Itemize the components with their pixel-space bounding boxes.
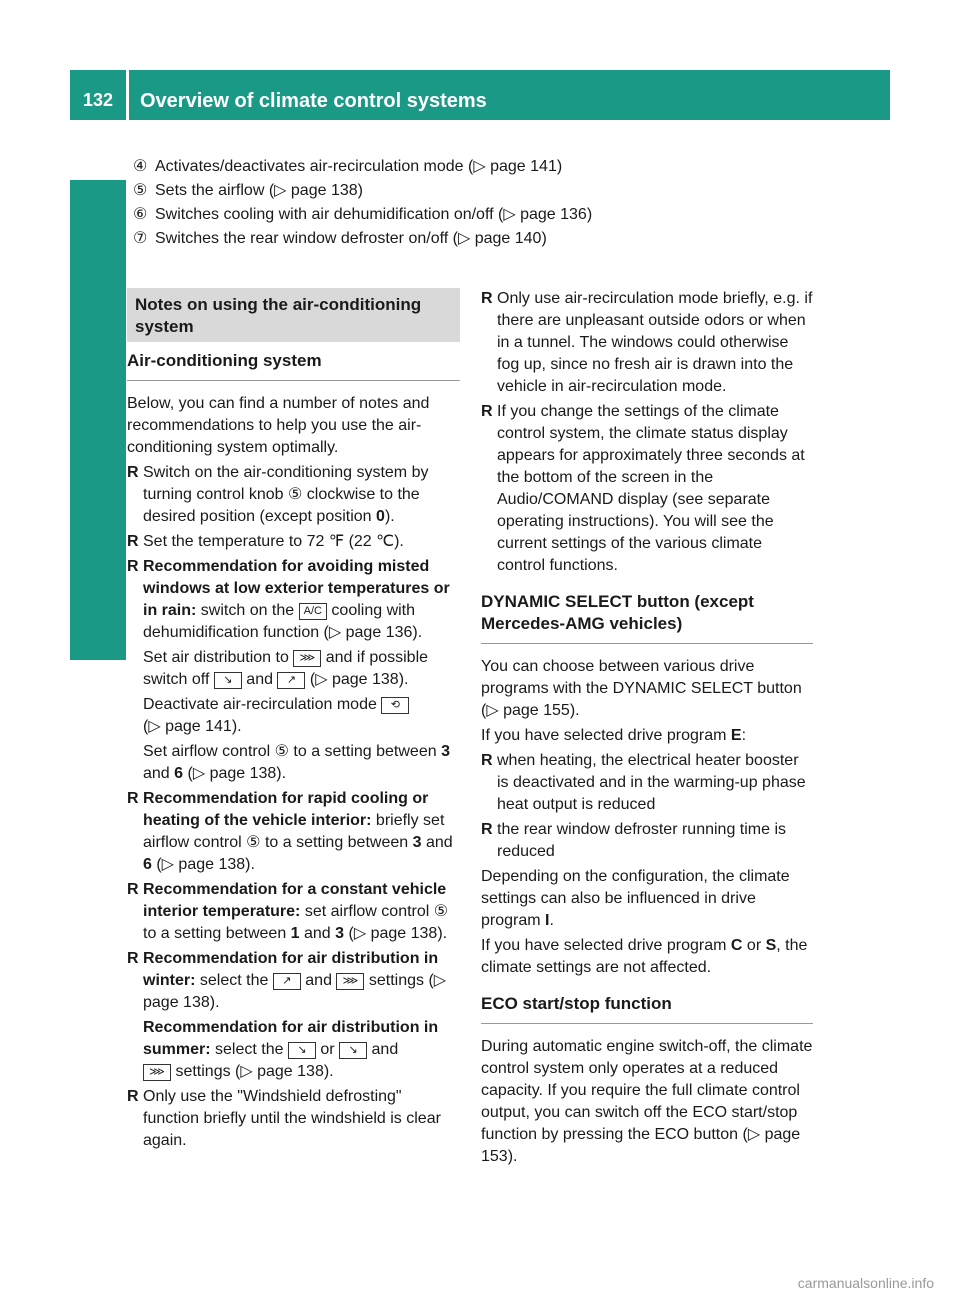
text: ).	[384, 508, 395, 525]
text: settings (▷ page 138).	[171, 1063, 334, 1080]
text: and	[143, 765, 175, 782]
windshield-airflow-icon: ⋙	[336, 973, 364, 990]
text: (▷ page 138).	[305, 671, 409, 688]
footwell-airflow-icon: ↘	[339, 1042, 367, 1059]
text: 6	[143, 856, 152, 873]
bullet-icon: R	[481, 290, 493, 307]
text: If you change the settings of the climate control system, the climate status display appears for approximately three seconds at the bottom of the screen in the Audio/COMAND display (see separate operating instructions). You will see the current settings of the various climate control functions.	[497, 403, 805, 574]
bullet-icon: R	[127, 881, 139, 898]
text: Recommendation for rapid cooling or heating of the vehicle interior:	[143, 790, 429, 829]
bullet-item	[481, 288, 813, 398]
text: Recommendation for avoiding misted windows at low exterior temperatures or in rain:	[143, 558, 450, 619]
legend-item	[133, 179, 853, 203]
bullet-item	[127, 531, 460, 553]
text: briefly set airflow control ⑤ to a setting between	[143, 812, 445, 851]
text: :	[741, 727, 747, 744]
legend-text: Switches cooling with air dehumidification on/off (▷ page 136)	[155, 206, 593, 223]
chapter-tab-label: Climate control	[98, 495, 123, 656]
sub-paragraph	[127, 694, 460, 738]
text: and	[299, 925, 336, 942]
text: S	[765, 937, 777, 954]
text: (▷ page 141).	[143, 718, 242, 735]
paragraph	[481, 725, 813, 747]
text: and	[300, 972, 337, 989]
footwell-airflow-icon: ↘	[214, 672, 242, 689]
legend-text: Sets the airflow (▷ page 138)	[155, 182, 363, 199]
text: .	[549, 912, 554, 929]
center-airflow-icon: ↗	[277, 672, 305, 689]
sub-paragraph	[127, 647, 460, 691]
page-title: Overview of climate control systems	[140, 90, 487, 112]
bullet-item	[481, 750, 813, 816]
center-airflow-icon: ↗	[273, 973, 301, 990]
text: 3	[441, 743, 450, 760]
legend-number: ⑦	[133, 230, 148, 247]
text: or	[742, 937, 766, 954]
paragraph: You can choose between various drive programs with the DYNAMIC SELECT button (▷ page 155).	[481, 658, 802, 719]
text: settings (▷ page 138).	[143, 972, 447, 1011]
text: Set air distribution to	[143, 649, 294, 666]
bullet-icon: R	[127, 464, 139, 481]
text: select the	[195, 972, 273, 989]
text: Set airflow control ⑤ to a setting between	[143, 743, 442, 760]
bullet-item	[127, 948, 460, 1014]
header-divider	[126, 70, 129, 120]
bullet-icon: R	[127, 1088, 139, 1105]
bullet-item	[127, 879, 460, 945]
subsection-heading: DYNAMIC SELECT button (except Mercedes-AMG vehicles)	[481, 591, 813, 644]
intro-paragraph: Below, you can find a number of notes and recommendations to help you use the air-conditioning system optimally.	[127, 395, 430, 456]
bullet-item	[481, 401, 813, 577]
text: Recommendation for air distribution in summer:	[143, 1019, 439, 1058]
text: the rear window defroster running time is reduced	[497, 821, 787, 860]
bullet-icon: R	[127, 533, 139, 550]
text: Deactivate air-recirculation mode	[143, 696, 382, 713]
bullet-item	[481, 819, 813, 863]
text: set airflow control ⑤ to a setting between	[143, 903, 449, 942]
paragraph	[481, 935, 813, 979]
legend-number: ⑥	[133, 206, 148, 223]
text: Only use air-recirculation mode briefly, e.g. if there are unpleasant outside odors or when in a tunnel. The windows could otherwise fog up, since no fresh air is drawn into the vehicle in air-recirculation mode.	[497, 290, 813, 395]
text: I	[545, 912, 550, 929]
text: 6	[174, 765, 184, 782]
legend-item	[133, 227, 853, 251]
section-heading: Notes on using the air-conditioning system	[127, 288, 460, 342]
text: Recommendation for air distribution in winter:	[143, 950, 439, 989]
text: E	[730, 727, 742, 744]
text: when heating, the electrical heater booster is deactivated and in the warming-up phase heat output is reduced	[497, 752, 806, 813]
text: (▷ page 138).	[151, 856, 255, 873]
text: or	[315, 1041, 340, 1058]
text: Set the temperature to 72 ℉ (22 ℃).	[143, 533, 404, 550]
bullet-item	[127, 788, 460, 876]
text: , the climate settings are not affected.	[481, 937, 808, 976]
bullet-icon: R	[481, 403, 493, 420]
text: and	[241, 671, 278, 688]
paragraph: During automatic engine switch-off, the climate control system only operates at a reduced capacity. If you require the full climate control output, you can switch off the ECO start/stop function by pressing the ECO button (▷ page 153).	[481, 1038, 813, 1165]
text: If you have selected drive program	[481, 727, 731, 744]
text: (▷ page 138).	[344, 925, 448, 942]
text: Depending on the configuration, the climate settings can also be influenced in drive program	[481, 868, 790, 929]
recirculation-icon: ⟲	[381, 697, 409, 714]
legend-number: ⑤	[133, 182, 148, 199]
legend-list	[133, 155, 853, 251]
sub-paragraph	[127, 741, 460, 785]
footwell-airflow-icon: ↘	[288, 1042, 316, 1059]
text: (▷ page 138).	[183, 765, 287, 782]
text: Switch on the air-conditioning system by turning control knob ⑤ clockwise to the desired position (except position	[143, 464, 429, 525]
legend-item	[133, 203, 853, 227]
bullet-item	[127, 1086, 460, 1152]
bullet-icon: R	[481, 752, 493, 769]
text: switch on the	[196, 602, 299, 619]
text: 3	[412, 834, 422, 851]
text: Recommendation for a constant vehicle interior temperature:	[143, 881, 447, 920]
page-number: 132	[82, 90, 114, 110]
text: and	[367, 1041, 399, 1058]
sub-paragraph	[127, 1017, 460, 1083]
text: 1	[290, 925, 300, 942]
text: 3	[335, 925, 345, 942]
bullet-item	[127, 556, 460, 644]
text: and if possible switch off	[143, 649, 429, 688]
paragraph	[481, 866, 813, 932]
bullet-icon: R	[127, 558, 139, 575]
right-column	[481, 288, 813, 1171]
subsection-heading: Air-conditioning system	[127, 350, 460, 381]
text: C	[730, 937, 743, 954]
left-column	[127, 288, 460, 1155]
bullet-icon: R	[127, 790, 139, 807]
ac-button-icon: A/C	[299, 603, 327, 620]
bullet-icon: R	[481, 821, 493, 838]
text: select the	[210, 1041, 288, 1058]
text: and	[421, 834, 453, 851]
legend-text: Activates/deactivates air-recirculation mode (▷ page 141)	[155, 158, 563, 175]
text: Only use the "Windshield defrosting" function briefly until the windshield is clear again.	[143, 1088, 441, 1149]
windshield-airflow-icon: ⋙	[293, 650, 321, 667]
bullet-icon: R	[127, 950, 139, 967]
subsection-heading: ECO start/stop function	[481, 993, 813, 1024]
legend-number: ④	[133, 158, 148, 175]
windshield-airflow-icon: ⋙	[143, 1064, 171, 1081]
text: cooling with dehumidification function (▷ page 136).	[143, 602, 423, 641]
text: If you have selected drive program	[481, 937, 731, 954]
footer-watermark: carmanualsonline.info	[797, 1275, 934, 1291]
legend-text: Switches the rear window defroster on/off (▷ page 140)	[155, 230, 547, 247]
text: 0	[376, 508, 385, 525]
legend-item	[133, 155, 853, 179]
bullet-item	[127, 462, 460, 528]
